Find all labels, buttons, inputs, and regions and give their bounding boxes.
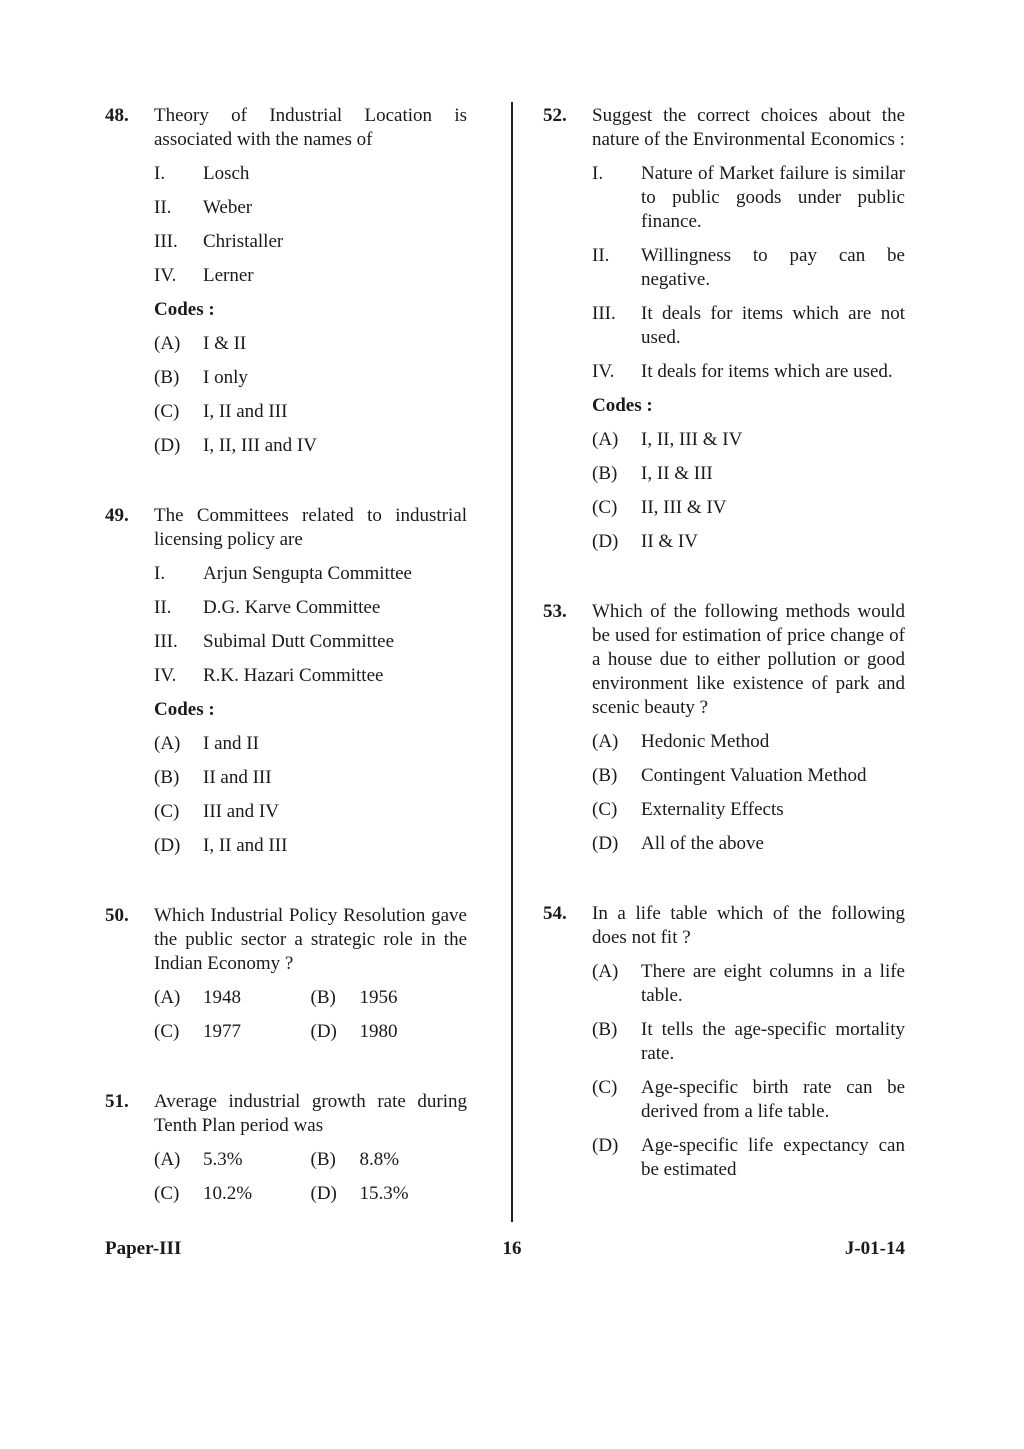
question-number: 54. [543,903,567,924]
question-text: Average industrial growth rate during Tenth Plan period was [154,1091,467,1136]
statement-item [154,196,467,220]
option-row [154,1148,467,1172]
option-text: I, II and III [203,835,288,856]
question-text: Suggest the correct choices about the nature of the Environmental Economics : [592,105,905,150]
answer-option [592,960,905,1008]
option-label: (B) [592,765,618,786]
statement-label: III. [592,303,616,324]
statement-text: Willingness to pay can be negative. [641,245,905,290]
statement-item [154,630,467,654]
question-text: Theory of Industrial Location is associated with the names of [154,105,467,150]
option-text: I, II, III & IV [641,429,743,450]
statement-item [592,244,905,292]
option-label: (D) [592,833,619,854]
answer-option [154,834,467,858]
question-50 [105,904,467,1044]
option-label: (B) [592,1019,618,1040]
left-column [105,104,467,1206]
option-text: I & II [203,333,247,354]
answer-option [592,1018,905,1066]
statement-label: I. [592,163,604,184]
option-label: (D) [310,1021,337,1042]
option-text: There are eight columns in a life table. [641,961,905,1006]
option-label: (B) [154,367,180,388]
option-text: 1948 [203,987,241,1008]
option-label: (C) [154,401,180,422]
question-number: 51. [105,1091,129,1112]
question-52 [543,104,905,554]
option-text: Age-specific birth rate can be derived from a life table. [641,1077,905,1122]
option-label: (C) [592,497,618,518]
answer-option [154,732,467,756]
answer-option [311,1182,468,1206]
question-54 [543,902,905,1182]
question-53 [543,600,905,856]
question-number: 48. [105,105,129,126]
question-49 [105,504,467,858]
statement-item [154,562,467,586]
answer-option [592,1134,905,1182]
answer-option [154,332,467,356]
question-text: In a life table which of the following does not fit ? [592,903,905,948]
statement-item [592,162,905,234]
right-column [543,104,905,1182]
statement-label: IV. [154,665,177,686]
option-text: 10.2% [203,1183,253,1204]
statement-item [592,302,905,350]
option-text: All of the above [641,833,764,854]
statement-text: Christaller [203,231,284,252]
answer-option [154,986,311,1010]
option-text: 1980 [359,1021,398,1042]
option-text: I, II and III [203,401,288,422]
option-text: I, II, III and IV [203,435,317,456]
option-row [154,986,467,1010]
statement-item [592,360,905,384]
statement-item [154,596,467,620]
option-text: 15.3% [359,1183,409,1204]
question-number: 52. [543,105,567,126]
option-label: (B) [310,1149,336,1170]
option-text: Contingent Valuation Method [641,765,867,786]
statement-text: Losch [203,163,250,184]
option-text: I, II & III [641,463,713,484]
option-text: It tells the age-specific mortality rate. [641,1019,905,1064]
option-label: (D) [154,835,181,856]
statement-text: D.G. Karve Committee [203,597,381,618]
answer-option [592,764,905,788]
statement-text: Weber [203,197,253,218]
statement-item [154,664,467,688]
statement-label: IV. [592,361,615,382]
statement-label: III. [154,231,178,252]
codes-heading: Codes : [154,299,215,320]
paper-label: Paper-III [105,1238,182,1259]
option-label: (C) [592,1077,618,1098]
option-label: (D) [592,531,619,552]
answer-option [592,428,905,452]
option-text: Age-specific life expectancy can be estimated [641,1135,905,1180]
answer-option [592,496,905,520]
option-text: 8.8% [359,1149,400,1170]
option-label: (B) [592,463,618,484]
answer-option [154,1182,311,1206]
statement-label: I. [154,563,166,584]
option-text: II and III [203,767,272,788]
option-label: (A) [154,733,181,754]
question-48 [105,104,467,458]
answer-option [154,400,467,424]
option-text: I and II [203,733,259,754]
answer-option [311,1020,468,1044]
statement-item [154,264,467,288]
statement-item [154,162,467,186]
answer-option [154,800,467,824]
question-text: Which of the following methods would be used for estimation of price change of a house due to either pollution or good environment like existence of park and scenic beauty ? [592,601,905,718]
option-text: 5.3% [203,1149,243,1170]
option-label: (D) [310,1183,337,1204]
option-label: (C) [592,799,618,820]
option-label: (A) [154,1149,181,1170]
option-label: (A) [592,429,619,450]
statement-label: I. [154,163,166,184]
option-label: (A) [154,333,181,354]
question-number: 49. [105,505,129,526]
answer-option [592,1076,905,1124]
option-label: (A) [592,961,619,982]
answer-option [154,366,467,390]
statement-text: Nature of Market failure is similar to public goods under public finance. [641,163,905,232]
option-row [154,1020,467,1044]
option-text: II, III & IV [641,497,727,518]
option-text: Hedonic Method [641,731,770,752]
option-text: III and IV [203,801,279,822]
option-label: (B) [154,767,180,788]
statement-item [154,230,467,254]
option-label: (C) [154,801,180,822]
answer-option [154,1020,311,1044]
column-divider [511,102,513,1222]
answer-option [592,730,905,754]
option-label: (D) [154,435,181,456]
option-text: Externality Effects [641,799,784,820]
statement-text: R.K. Hazari Committee [203,665,384,686]
option-label: (B) [310,987,336,1008]
answer-option [592,530,905,554]
option-text: 1977 [203,1021,241,1042]
page-number: 16 [502,1238,522,1259]
option-text: I only [203,367,248,388]
answer-option [311,986,468,1010]
answer-option [154,766,467,790]
statement-text: Arjun Sengupta Committee [203,563,412,584]
question-51 [105,1090,467,1206]
exam-code: J-01-14 [844,1238,905,1259]
option-label: (C) [154,1021,180,1042]
option-text: II & IV [641,531,698,552]
statement-label: II. [154,197,172,218]
question-text: Which Industrial Policy Resolution gave the public sector a strategic role in the Indian Economy ? [154,905,467,974]
statement-label: II. [592,245,610,266]
question-text: The Committees related to industrial licensing policy are [154,505,467,550]
answer-option [592,832,905,856]
option-text: 1956 [359,987,398,1008]
statement-text: It deals for items which are used. [641,361,893,382]
option-label: (A) [592,731,619,752]
question-number: 50. [105,905,129,926]
statement-label: II. [154,597,172,618]
codes-heading: Codes : [592,395,653,416]
answer-option [154,434,467,458]
statement-text: Subimal Dutt Committee [203,631,395,652]
option-label: (C) [154,1183,180,1204]
codes-heading: Codes : [154,699,215,720]
option-label: (D) [592,1135,619,1156]
answer-option [311,1148,468,1172]
statement-text: Lerner [203,265,254,286]
question-number: 53. [543,601,567,622]
statement-label: IV. [154,265,177,286]
answer-option [592,798,905,822]
option-label: (A) [154,987,181,1008]
answer-option [154,1148,311,1172]
answer-option [592,462,905,486]
option-row [154,1182,467,1206]
statement-text: It deals for items which are not used. [641,303,905,348]
statement-label: III. [154,631,178,652]
